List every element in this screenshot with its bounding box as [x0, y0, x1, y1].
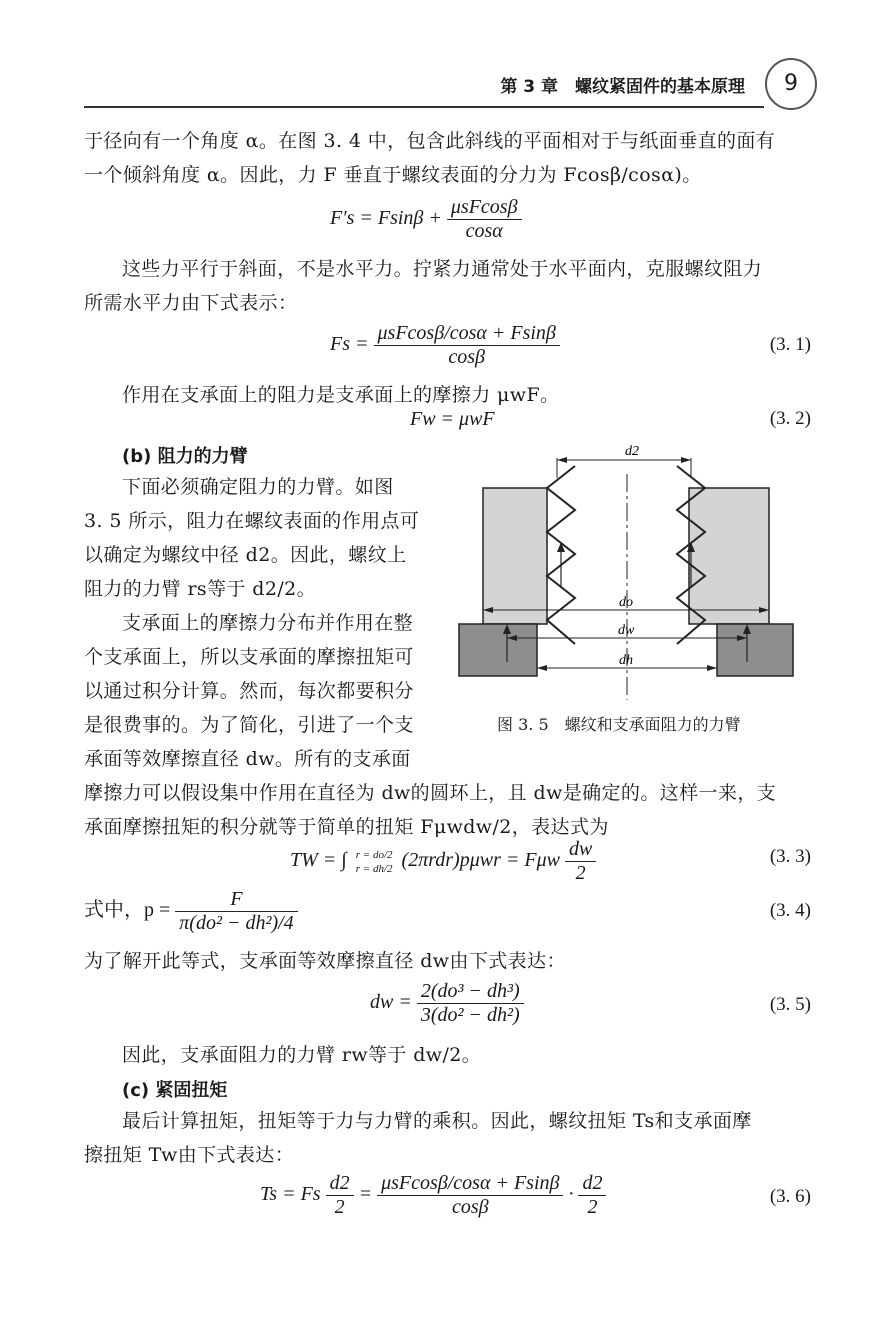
- body-line: 作用在支承面上的阻力是支承面上的摩擦力 μwF。: [122, 384, 560, 406]
- eq-upper-limit: r = do/2: [355, 848, 393, 861]
- equation-3-2: Fw = μwF: [410, 408, 495, 430]
- equation-number: (3. 5): [769, 994, 811, 1015]
- eq-denominator: 2: [334, 1196, 345, 1218]
- body-line: 阻力的力臂 rs等于 d2/2。: [84, 578, 317, 600]
- nut-left: [483, 488, 547, 624]
- eq-fraction: [417, 980, 524, 1027]
- body-line: 一个倾斜角度 α。因此，力 F 垂直于螺纹表面的分力为 Fcosβ/cosα)。: [84, 164, 702, 186]
- chapter-header: 第 3 章 螺纹紧固件的基本原理: [500, 77, 745, 97]
- equation-number: (3. 4): [769, 900, 811, 921]
- eq-fraction: [175, 888, 297, 935]
- eq-denominator: cosα: [465, 220, 503, 242]
- bearing-right: [717, 624, 793, 676]
- eq-lhs: dw =: [370, 991, 412, 1014]
- eq-lhs: 式中，p =: [84, 899, 171, 922]
- eq-equals: =: [358, 1183, 373, 1206]
- label-d2: d2: [625, 444, 639, 459]
- nut-right: [689, 488, 769, 624]
- body-line: 支承面上的摩擦力分布并作用在整: [122, 612, 414, 634]
- equation-number: (3. 6): [769, 1186, 811, 1207]
- eq-denominator: π(do² − dh²)/4: [179, 912, 294, 934]
- figure-caption: 图 3. 5 螺纹和支承面阻力的力臂: [497, 715, 741, 734]
- eq-lhs: F′s = Fsinβ +: [330, 207, 442, 230]
- body-line: 所需水平力由下式表示：: [84, 292, 298, 314]
- eq-lower-limit: r = dh/2: [355, 862, 393, 875]
- eq-numerator: F: [175, 888, 297, 912]
- body-line: 以确定为螺纹中径 d2。因此，螺纹上: [84, 544, 407, 566]
- body-line: 摩擦力可以假设集中作用在直径为 dw的圆环上，且 dw是确定的。这样一来，支: [84, 782, 777, 804]
- label-dw: dw: [618, 623, 635, 638]
- eq-numerator: μsFcosβ: [447, 196, 522, 220]
- header-rule: [84, 106, 764, 108]
- eq-denominator: cosβ: [451, 1196, 489, 1218]
- body-line: 因此，支承面阻力的力臂 rw等于 dw/2。: [122, 1044, 482, 1066]
- eq-limits: [356, 848, 393, 876]
- equation-fs-prime: [330, 196, 522, 243]
- body-line: 擦扭矩 Tw由下式表达：: [84, 1144, 295, 1166]
- eq-denominator: 2: [587, 1196, 598, 1218]
- eq-numerator: 2(do³ − dh³): [417, 980, 524, 1004]
- body-line: 于径向有一个角度 α。在图 3. 4 中，包含此斜线的平面相对于与纸面垂直的面有: [84, 130, 776, 152]
- eq-body: (2πrdr)pμwr = Fμw: [401, 849, 560, 872]
- equation-3-6: [260, 1172, 606, 1219]
- arrow-head: [681, 457, 691, 463]
- arrow-head: [557, 457, 567, 463]
- section-heading-c: (c) 紧固扭矩: [122, 1080, 228, 1101]
- label-do: do: [619, 595, 633, 610]
- eq-fraction: [377, 1172, 563, 1219]
- equation-number: (3. 3): [769, 846, 811, 867]
- body-line: 以通过积分计算。然而，每次都要积分: [84, 680, 414, 702]
- eq-fraction: [565, 838, 596, 885]
- bearing-left: [459, 624, 537, 676]
- eq-denominator: 2: [575, 862, 586, 884]
- body-line: 承面摩擦扭矩的积分就等于简单的扭矩 Fμwdw/2，表达式为: [84, 816, 609, 838]
- body-line: 下面必须确定阻力的力臂。如图: [122, 476, 394, 498]
- label-dh: dh: [619, 653, 633, 668]
- equation-number: (3. 2): [769, 408, 811, 429]
- eq-lhs: TW = ∫: [290, 849, 347, 872]
- body-line: 3. 5 所示，阻力在螺纹表面的作用点可: [84, 510, 420, 532]
- body-line: 是很费事的。为了简化，引进了一个支: [84, 714, 414, 736]
- body-line: 个支承面上，所以支承面的摩擦扭矩可: [84, 646, 414, 668]
- eq-numerator: d2: [578, 1172, 606, 1196]
- eq-fraction: [578, 1172, 606, 1219]
- eq-denominator: 3(do² − dh²): [420, 1004, 520, 1026]
- page-number: 9: [765, 58, 817, 110]
- eq-numerator: μsFcosβ/cosα + Fsinβ: [377, 1172, 563, 1196]
- arrow-head: [537, 665, 547, 671]
- arrow-head: [557, 542, 565, 552]
- eq-fraction: [326, 1172, 354, 1219]
- equation-3-3: [290, 838, 596, 885]
- eq-numerator: d2: [326, 1172, 354, 1196]
- equation-number: (3. 1): [769, 334, 811, 355]
- equation-3-5: [370, 980, 524, 1027]
- eq-numerator: dw: [565, 838, 596, 862]
- body-line: 为了解开此等式，支承面等效摩擦直径 dw由下式表达：: [84, 950, 566, 972]
- section-heading-b: (b) 阻力的力臂: [122, 446, 248, 467]
- eq-dot: ·: [568, 1183, 574, 1206]
- body-line: 承面等效摩擦直径 dw。所有的支承面: [84, 748, 411, 770]
- body-line: 这些力平行于斜面，不是水平力。拧紧力通常处于水平面内，克服螺纹阻力: [122, 258, 763, 280]
- eq-denominator: cosβ: [448, 346, 485, 368]
- figure-3-5: [455, 438, 800, 703]
- equation-3-4: [84, 888, 298, 935]
- equation-3-1: [330, 322, 560, 369]
- body-line: 最后计算扭矩，扭矩等于力与力臂的乘积。因此，螺纹扭矩 Ts和支承面摩: [122, 1110, 752, 1132]
- eq-lhs: Fs =: [330, 333, 369, 356]
- eq-fraction: [374, 322, 560, 369]
- eq-numerator: μsFcosβ/cosα + Fsinβ: [374, 322, 560, 346]
- eq-fraction: [447, 196, 522, 243]
- arrow-head: [707, 665, 717, 671]
- eq-lhs: Ts = Fs: [260, 1183, 321, 1206]
